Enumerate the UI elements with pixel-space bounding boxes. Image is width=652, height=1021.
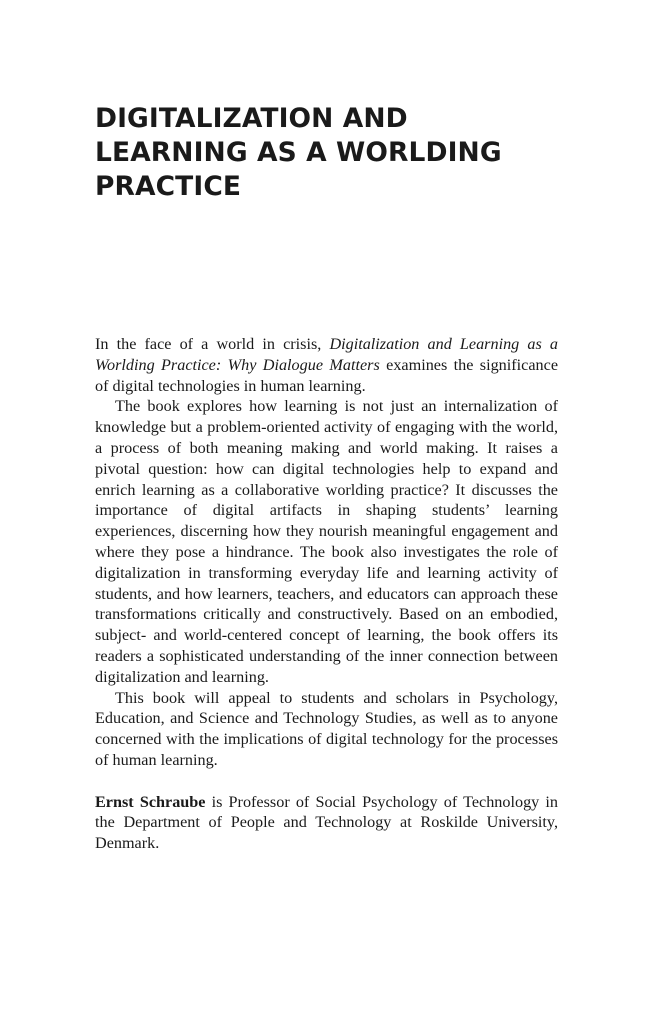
description-paragraph-3: This book will appeal to students and scholars in Psychology, Education, and Science and Technology Studies, as well as to anyone concerned with the implications of digital technology for the processes of human learning. <box>95 688 558 769</box>
book-title-line-1: DIGITALIZATION AND <box>95 103 408 134</box>
author-bio-text: is Professor of Social Psychology of Technology in the Department of People and Technology at Roskilde University, Denmark. <box>95 792 558 853</box>
intro-book-title: Digitalization and Learning as a Worlding Practice: Why Dialogue Matters <box>95 335 558 374</box>
intro-rest: examines the significance of digital technologies in human learning. <box>95 355 558 395</box>
intro-paragraph <box>95 334 558 396</box>
book-description <box>95 334 558 854</box>
book-title-line-3: PRACTICE <box>95 171 242 202</box>
intro-lead: In the face of a world in crisis, <box>95 335 330 353</box>
description-paragraph-2: The book explores how learning is not just an internalization of knowledge but a problem-oriented activity of engaging with the world, a process of both meaning making and world making. It raises a pivotal question: how can digital technologies help to expand and enrich learning as a collaborative worlding practice? It discusses the importance of digital artifacts in shaping students’ learning experiences, discerning how they nourish meaningful engagement and where they pose a hindrance. The book also investigates the role of digitalization in transforming everyday life and learning activity of students, and how learners, teachers, and educators can approach these transformations critically and constructively. Based on an embodied, subject- and world-centered concept of learning, the book offers its readers a sophisticated understanding of the inner connection between digitalization and learning. <box>95 397 558 686</box>
author-name: Ernst Schraube <box>95 792 206 811</box>
book-title-line-2: LEARNING AS A WORLDING <box>95 137 502 168</box>
book-title <box>95 102 565 204</box>
author-bio <box>95 792 558 854</box>
